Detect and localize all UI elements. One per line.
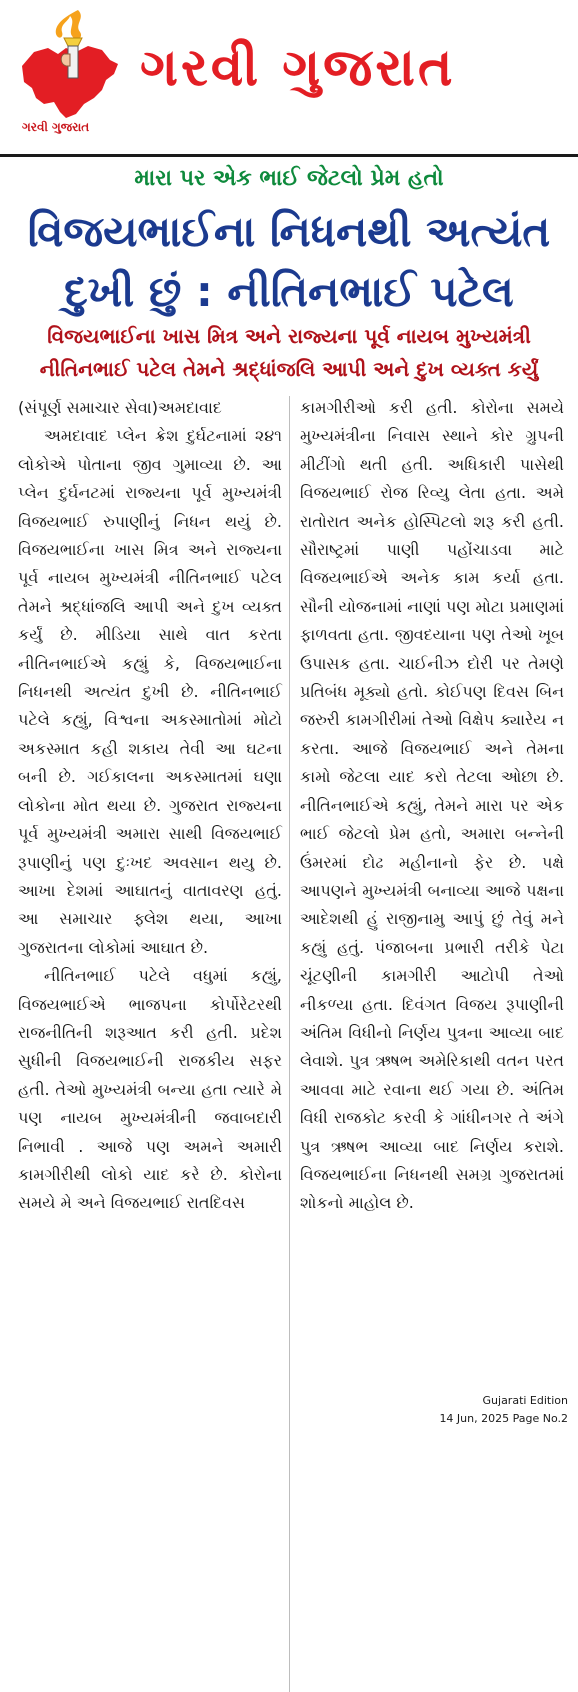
article-deck (6, 320, 572, 386)
deck-line-2: નીતિનભાઈ પટેલ તેમને શ્રદ્ધાંજલિ આપી અને દુખ વ્યક્ત કર્યું (39, 357, 539, 381)
edition-name: Gujarati Edition (482, 1394, 568, 1407)
newspaper-title: ગરવી ગુજરાત (140, 38, 456, 98)
article-column-left (18, 394, 282, 1218)
headline-line-2: દુખી છું : નીતિનભાઈ પટેલ (64, 267, 514, 316)
body-paragraph: કામગીરીઓ કરી હતી. કોરોના સમયે મુખ્યમંત્રીના નિવાસ સ્થાને કોર ગ્રુપની મીટીંગો થતી હતી. અધિકારી પાસેથી વિજયભાઈ રોજ રિવ્યુ લેતા હતા. અમે રાતોરાત અનેક હોસ્પિટલો શરૂ કરી હતી. સૌરાષ્ટ્રમાં પાણી પહોંચાડવા માટે વિજયભાઈએ અનેક કામ કર્યા હતા. સૌની યોજનામાં નાણાં પણ મોટા પ્રમાણમાં ફાળવતા હતા. જીવદયાના પણ તેઓ ખૂબ ઉપાસક હતા. ચાઈનીઝ દોરી પર તેમણે પ્રતિબંધ મૂક્યો હતો. કોઈપણ દિવસ બિન જરુરી કામગીરીમાં તેઓ વિક્ષેપ ક્યારેય ન કરતા. આજે વિજયભાઈ અને તેમના કામો જેટલા યાદ કરો તેટલા ઓછા છે. નીતિનભાઈએ કહ્યું, તેમને મારા પર એક ભાઈ જેટલો પ્રેમ હતો, અમારા બન્નેની ઉંમરમાં દોઢ મહીનાનો ફેર છે. પક્ષે આપણને મુખ્યમંત્રી બનાવ્યા આજે પક્ષના આદેશથી હું રાજીનામુ આપું છું તેવું મને કહ્યું હતું. પંજાબના પ્રભારી તરીકે પેટા ચૂંટણીની કામગીરી આટોપી તેઓ નીકળ્યા હતા. દિવંગત વિજય રૂપાણીની અંતિમ વિધીનો નિર્ણય પુત્રના આવ્યા બાદ લેવાશે. પુત્ર ઋષભ અમેરિકાથી વતન પરત આવવા માટે રવાના થઈ ગયા છે. અંતિમ વિધી રાજકોટ કરવી કે ગાંધીનગર તે અંગે પુત્ર ઋષભ આવ્યા બાદ નિર્ણય કરાશે. વિજયભાઈના નિધનથી સમગ્ર ગુજરાતમાં શોકનો માહોલ છે. (300, 398, 564, 1213)
body-paragraph: અમદાવાદ પ્લેન ક્રેશ દુર્ઘટનામાં ૨૪૧ લોકોએ પોતાના જીવ ગુમાવ્યા છે. આ પ્લેન દુર્ઘનટમાં રાજ્યના પૂર્વ મુખ્યમંત્રી વિજયભાઈ રુપાણીનું નિધન થયું છે. વિજયભાઈના ખાસ મિત્ર અને રાજ્યના પૂર્વ નાયબ મુખ્યમંત્રી નીતિનભાઈ પટેલ તેમને શ્રદ્ધાંજલિ આપી અને દુખ વ્યક્ત કર્યું છે. મીડિયા સાથે વાત કરતા નીતિનભાઈએ કહ્યું કે, વિજયભાઈના નિધનથી અત્યંત દુખી છે. નીતિનભાઈ પટેલે કહ્યું, વિશ્વના અકસ્માતોમાં મોટો અકસ્માત કહી શકાય તેવી આ ઘટના બની છે. ગઈકાલના અકસ્માતમાં ઘણા લોકોના મોત થયા છે. ગુજરાત રાજ્યના પૂર્વ મુખ્યમંત્રી અમારા સાથી વિજયભાઈ રૂપાણીનું પણ દુઃખદ અવસાન થયુ છે. આખા દેશમાં આઘાતનું વાતાવરણ હતું. આ સમાચાર ફ્લેશ થયા, આખા ગુજરાતના લોકોમાં આઘાત છે. (18, 426, 282, 957)
edition-info (439, 1392, 568, 1428)
logo-caption: ગરવી ગુજરાત (22, 120, 90, 134)
article-headline (0, 202, 578, 322)
article-kicker: મારા પર એક ભાઈ જેટલો પ્રેમ હતો (134, 166, 444, 191)
body-paragraph: નીતિનભાઈ પટેલે વધુમાં કહ્યું, વિજયભાઈએ ભાજપના કોર્પોરેટરથી રાજનીતિની શરૂઆત કરી હતી. પ્રદેશ સુધીની વિજયભાઈની રાજકીય સફર હતી. તેઓ મુખ્યમંત્રી બન્યા હતા ત્યારે મે પણ નાયબ મુખ્યમંત્રીની જવાબદારી નિભાવી . આજે પણ અમને અમારી કામગીરીથી લોકો યાદ કરે છે. કોરોના સમયે મે અને વિજયભાઈ રાતદિવસ (18, 966, 282, 1213)
dateline: (સંપૂર્ણ સમાચાર સેવા)અમદાવાદ (18, 398, 222, 417)
edition-date-page: 14 Jun, 2025 Page No.2 (439, 1412, 568, 1425)
column-divider (289, 396, 290, 1692)
headline-line-1: વિજયભાઈના નિધનથી અત્યંત (27, 207, 551, 256)
masthead-rule (0, 154, 578, 157)
article-column-right (300, 394, 564, 1218)
deck-line-1: વિજયભાઈના ખાસ મિત્ર અને રાજ્યના પૂર્વ નાયબ મુખ્યમંત્રી (47, 324, 531, 348)
masthead (0, 0, 578, 150)
